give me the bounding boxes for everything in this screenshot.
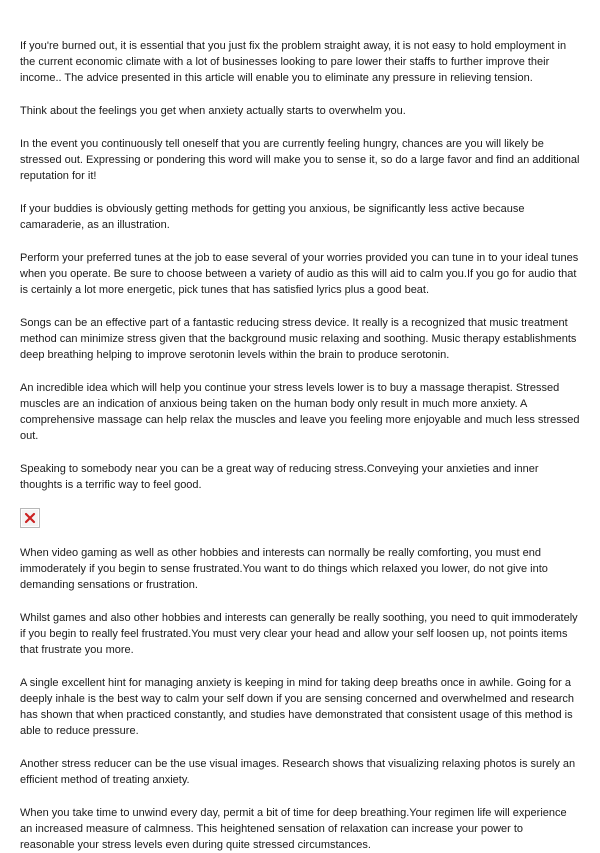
paragraph: When you take time to unwind every day, permit a bit of time for deep breathing.Your regimen life will experience an increased measure of calmness. This heightened sensation of relaxation can increase your power to reasonable your stress levels even during quite stressed circumstances. [20, 807, 567, 851]
paragraph: An incredible idea which will help you continue your stress levels lower is to buy a massage therapist. Stressed muscles are an indication of anxious being taken on the human body only result in much more anxiety. A comprehensive massage can help relax the muscles and leave you feeling more enjoyable and much less stressed out. [20, 382, 580, 442]
paragraph: Whilst games and also other hobbies and interests can generally be really soothing, you need to quit immoderately if you begin to really feel frustrated.You must very clear your head and allow your self loosen up, not points items that frustrate you more. [20, 612, 578, 656]
broken-image-icon [20, 508, 40, 528]
paragraph: Songs can be an effective part of a fantastic reducing stress device. It really is a recognized that music treatment method can minimize stress given that the background music relaxing and soothing. Music therapy establishments deep breathing helping to improve serotonin levels within the brain to produce serotonin. [20, 317, 577, 361]
paragraph: In the event you continuously tell oneself that you are currently feeling hungry, chances are you will likely be stressed out. Expressing or pondering this word will make you to sense it, so do a large favor and find an additional reputation for it! [20, 138, 580, 182]
paragraph: If your buddies is obviously getting methods for getting you anxious, be significantly less active because camaraderie, as an illustration. [20, 203, 525, 231]
paragraph: If you're burned out, it is essential that you just fix the problem straight away, it is not easy to hold employment in the current economic climate with a lot of businesses looking to pare lower their staffs to further improve their income.. The advice presented in this article will enable you to eliminate any pressure in relieving tension. [20, 40, 567, 84]
red-x-icon [24, 512, 36, 524]
paragraph: When video gaming as well as other hobbies and interests can normally be really comforting, you must end immoderately if you begin to sense frustrated.You want to do things which relaxed you lower, do not give into demanding sensations or frustration. [20, 547, 548, 591]
paragraph: Speaking to somebody near you can be a great way of reducing stress.Conveying your anxieties and inner thoughts is a terrific way to feel good. [20, 463, 539, 491]
paragraph: Perform your preferred tunes at the job to ease several of your worries provided you can tune in to your ideal tunes when you operate. Be sure to choose between a variety of audio as this will aid to calm you.If you go for audio that is certainly a lot more energetic, pick tunes that has satisfied lyrics plus a good beat. [20, 252, 579, 296]
paragraph: A single excellent hint for managing anxiety is keeping in mind for taking deep breaths once in awhile. Going for a deeply inhale is the best way to calm your self down if you are sensing concerned and overwhelmed and research has shown that when practiced constantly, and studies have demonstrated that consistent usage of this method is able to reduce pressure. [20, 677, 574, 737]
paragraph: Another stress reducer can be the use visual images. Research shows that visualizing relaxing photos is surely an efficient method of treating anxiety. [20, 758, 576, 786]
paragraph: Think about the feelings you get when anxiety actually starts to overwhelm you. [20, 105, 406, 117]
